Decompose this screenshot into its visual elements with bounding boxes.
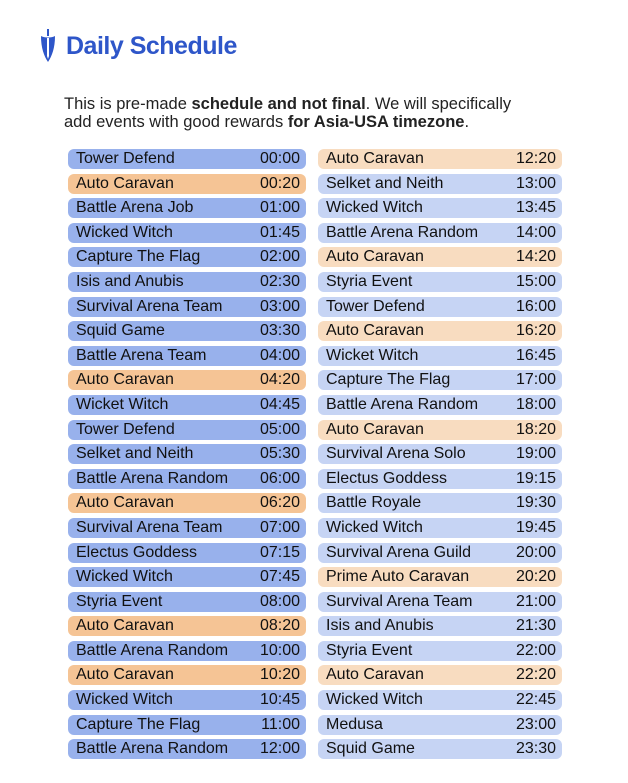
event-name: Styria Event (326, 272, 413, 290)
event-time: 21:30 (515, 617, 556, 635)
event-time: 16:20 (515, 322, 556, 340)
event-time: 07:00 (259, 518, 300, 536)
event-name: Tower Defend (76, 420, 175, 438)
event-name: Battle Arena Random (76, 740, 229, 758)
event-time: 03:00 (259, 297, 300, 315)
event-time: 14:00 (515, 223, 556, 241)
schedule-row (318, 370, 562, 390)
schedule-row (318, 469, 562, 489)
schedule-column-right (318, 149, 562, 764)
event-name: Auto Caravan (76, 371, 174, 389)
event-time: 07:45 (259, 568, 300, 586)
event-name: Wicket Witch (76, 395, 169, 413)
event-time: 01:45 (259, 223, 300, 241)
schedule-row (68, 370, 306, 390)
schedule-row (68, 444, 306, 464)
event-name: Wicked Witch (326, 518, 423, 536)
event-name: Selket and Neith (76, 445, 194, 463)
schedule-row (68, 715, 306, 735)
event-name: Capture The Flag (76, 248, 201, 266)
header (36, 28, 237, 64)
schedule-row (68, 493, 306, 513)
schedule-row (318, 198, 562, 218)
event-time: 03:30 (259, 322, 300, 340)
event-time: 23:30 (515, 740, 556, 758)
event-time: 18:00 (515, 395, 556, 413)
event-time: 10:45 (259, 691, 300, 709)
intro-text (64, 95, 584, 131)
event-time: 06:20 (259, 494, 300, 512)
event-time: 01:00 (259, 199, 300, 217)
event-time: 05:00 (259, 420, 300, 438)
event-name: Battle Arena Team (76, 346, 207, 364)
event-time: 22:20 (515, 666, 556, 684)
event-time: 05:30 (259, 445, 300, 463)
schedule-row (68, 616, 306, 636)
sword-shield-icon (36, 28, 60, 64)
event-time: 13:00 (515, 174, 556, 192)
event-name: Styria Event (76, 592, 163, 610)
event-time: 04:00 (259, 346, 300, 364)
intro-line-1: This is pre-made schedule and not final. We will specifically (64, 95, 512, 113)
event-time: 08:20 (259, 617, 300, 635)
schedule-row (68, 395, 306, 415)
schedule-row (68, 641, 306, 661)
event-name: Battle Arena Random (76, 641, 229, 659)
event-name: Capture The Flag (76, 715, 201, 733)
schedule-row (318, 493, 562, 513)
event-time: 16:45 (515, 346, 556, 364)
schedule-row (68, 247, 306, 267)
schedule-row (318, 223, 562, 243)
schedule-row (318, 321, 562, 341)
event-name: Auto Caravan (326, 420, 424, 438)
schedule-row (68, 198, 306, 218)
event-time: 19:15 (515, 469, 556, 487)
event-time: 17:00 (515, 371, 556, 389)
event-time: 15:00 (515, 272, 556, 290)
event-name: Survival Arena Guild (326, 543, 471, 561)
event-name: Electus Goddess (326, 469, 447, 487)
event-name: Survival Arena Team (76, 518, 223, 536)
schedule-row (318, 518, 562, 538)
schedule-row (318, 420, 562, 440)
event-name: Auto Caravan (326, 666, 424, 684)
event-name: Wicked Witch (76, 223, 173, 241)
event-name: Wicked Witch (76, 568, 173, 586)
schedule-row (68, 690, 306, 710)
intro-line-2: add events with good rewards for Asia-USA timezone. (64, 113, 470, 131)
schedule-column-left (68, 149, 306, 764)
event-name: Auto Caravan (326, 248, 424, 266)
event-time: 10:20 (259, 666, 300, 684)
schedule-row (318, 444, 562, 464)
event-name: Styria Event (326, 641, 413, 659)
event-name: Survival Arena Team (76, 297, 223, 315)
schedule-row (68, 543, 306, 563)
schedule-row (68, 149, 306, 169)
schedule-row (318, 567, 562, 587)
event-time: 00:20 (259, 174, 300, 192)
event-time: 02:00 (259, 248, 300, 266)
event-time: 10:00 (259, 641, 300, 659)
event-name: Battle Royale (326, 494, 422, 512)
event-time: 02:30 (259, 272, 300, 290)
schedule-row (68, 739, 306, 759)
event-time: 14:20 (515, 248, 556, 266)
schedule-row (68, 469, 306, 489)
event-name: Prime Auto Caravan (326, 568, 470, 586)
event-time: 23:00 (515, 715, 556, 733)
event-time: 06:00 (259, 469, 300, 487)
event-name: Wicked Witch (326, 691, 423, 709)
event-name: Medusa (326, 715, 383, 733)
schedule-row (68, 567, 306, 587)
event-time: 16:00 (515, 297, 556, 315)
schedule-row (318, 247, 562, 267)
schedule-row (68, 223, 306, 243)
schedule-row (68, 321, 306, 341)
schedule-row (68, 297, 306, 317)
schedule-row (318, 739, 562, 759)
event-name: Selket and Neith (326, 174, 444, 192)
event-name: Isis and Anubis (326, 617, 434, 635)
event-name: Wicked Witch (326, 199, 423, 217)
schedule-row (318, 665, 562, 685)
event-name: Wicket Witch (326, 346, 419, 364)
schedule-row (318, 149, 562, 169)
event-time: 13:45 (515, 199, 556, 217)
event-time: 12:00 (259, 740, 300, 758)
schedule-row (68, 665, 306, 685)
schedule-row (68, 592, 306, 612)
event-name: Squid Game (76, 322, 165, 340)
event-time: 00:00 (259, 150, 300, 167)
schedule-row (318, 715, 562, 735)
event-time: 04:20 (259, 371, 300, 389)
schedule-row (318, 641, 562, 661)
event-time: 22:00 (515, 641, 556, 659)
event-time: 04:45 (259, 395, 300, 413)
event-name: Auto Caravan (326, 150, 424, 167)
schedule-row (318, 346, 562, 366)
schedule-row (318, 592, 562, 612)
schedule-row (318, 690, 562, 710)
schedule-row (318, 395, 562, 415)
schedule-row (68, 272, 306, 292)
event-time: 19:30 (515, 494, 556, 512)
event-name: Auto Caravan (76, 494, 174, 512)
event-time: 08:00 (259, 592, 300, 610)
schedule-row (318, 543, 562, 563)
schedule-row (68, 346, 306, 366)
event-time: 20:20 (515, 568, 556, 586)
event-name: Squid Game (326, 740, 415, 758)
event-name: Capture The Flag (326, 371, 451, 389)
event-time: 21:00 (515, 592, 556, 610)
event-time: 22:45 (515, 691, 556, 709)
schedule-grid (68, 149, 562, 764)
schedule-row (318, 272, 562, 292)
event-time: 20:00 (515, 543, 556, 561)
event-name: Auto Caravan (76, 174, 174, 192)
event-name: Battle Arena Random (76, 469, 229, 487)
schedule-row (318, 174, 562, 194)
event-time: 18:20 (515, 420, 556, 438)
event-name: Survival Arena Solo (326, 445, 466, 463)
event-time: 07:15 (259, 543, 300, 561)
schedule-row (318, 297, 562, 317)
event-name: Wicked Witch (76, 691, 173, 709)
event-time: 19:45 (515, 518, 556, 536)
schedule-row (68, 420, 306, 440)
event-name: Electus Goddess (76, 543, 197, 561)
event-time: 19:00 (515, 445, 556, 463)
event-name: Battle Arena Job (76, 199, 194, 217)
event-name: Isis and Anubis (76, 272, 184, 290)
event-name: Battle Arena Random (326, 395, 479, 413)
schedule-row (318, 616, 562, 636)
event-name: Auto Caravan (326, 322, 424, 340)
event-time: 12:20 (515, 150, 556, 167)
event-name: Tower Defend (76, 150, 175, 167)
event-name: Battle Arena Random (326, 223, 479, 241)
schedule-row (68, 174, 306, 194)
event-name: Survival Arena Team (326, 592, 473, 610)
event-name: Auto Caravan (76, 617, 174, 635)
schedule-row (68, 518, 306, 538)
event-time: 11:00 (261, 715, 300, 733)
event-name: Tower Defend (326, 297, 425, 315)
event-name: Auto Caravan (76, 666, 174, 684)
page-title: Daily Schedule (66, 31, 237, 60)
